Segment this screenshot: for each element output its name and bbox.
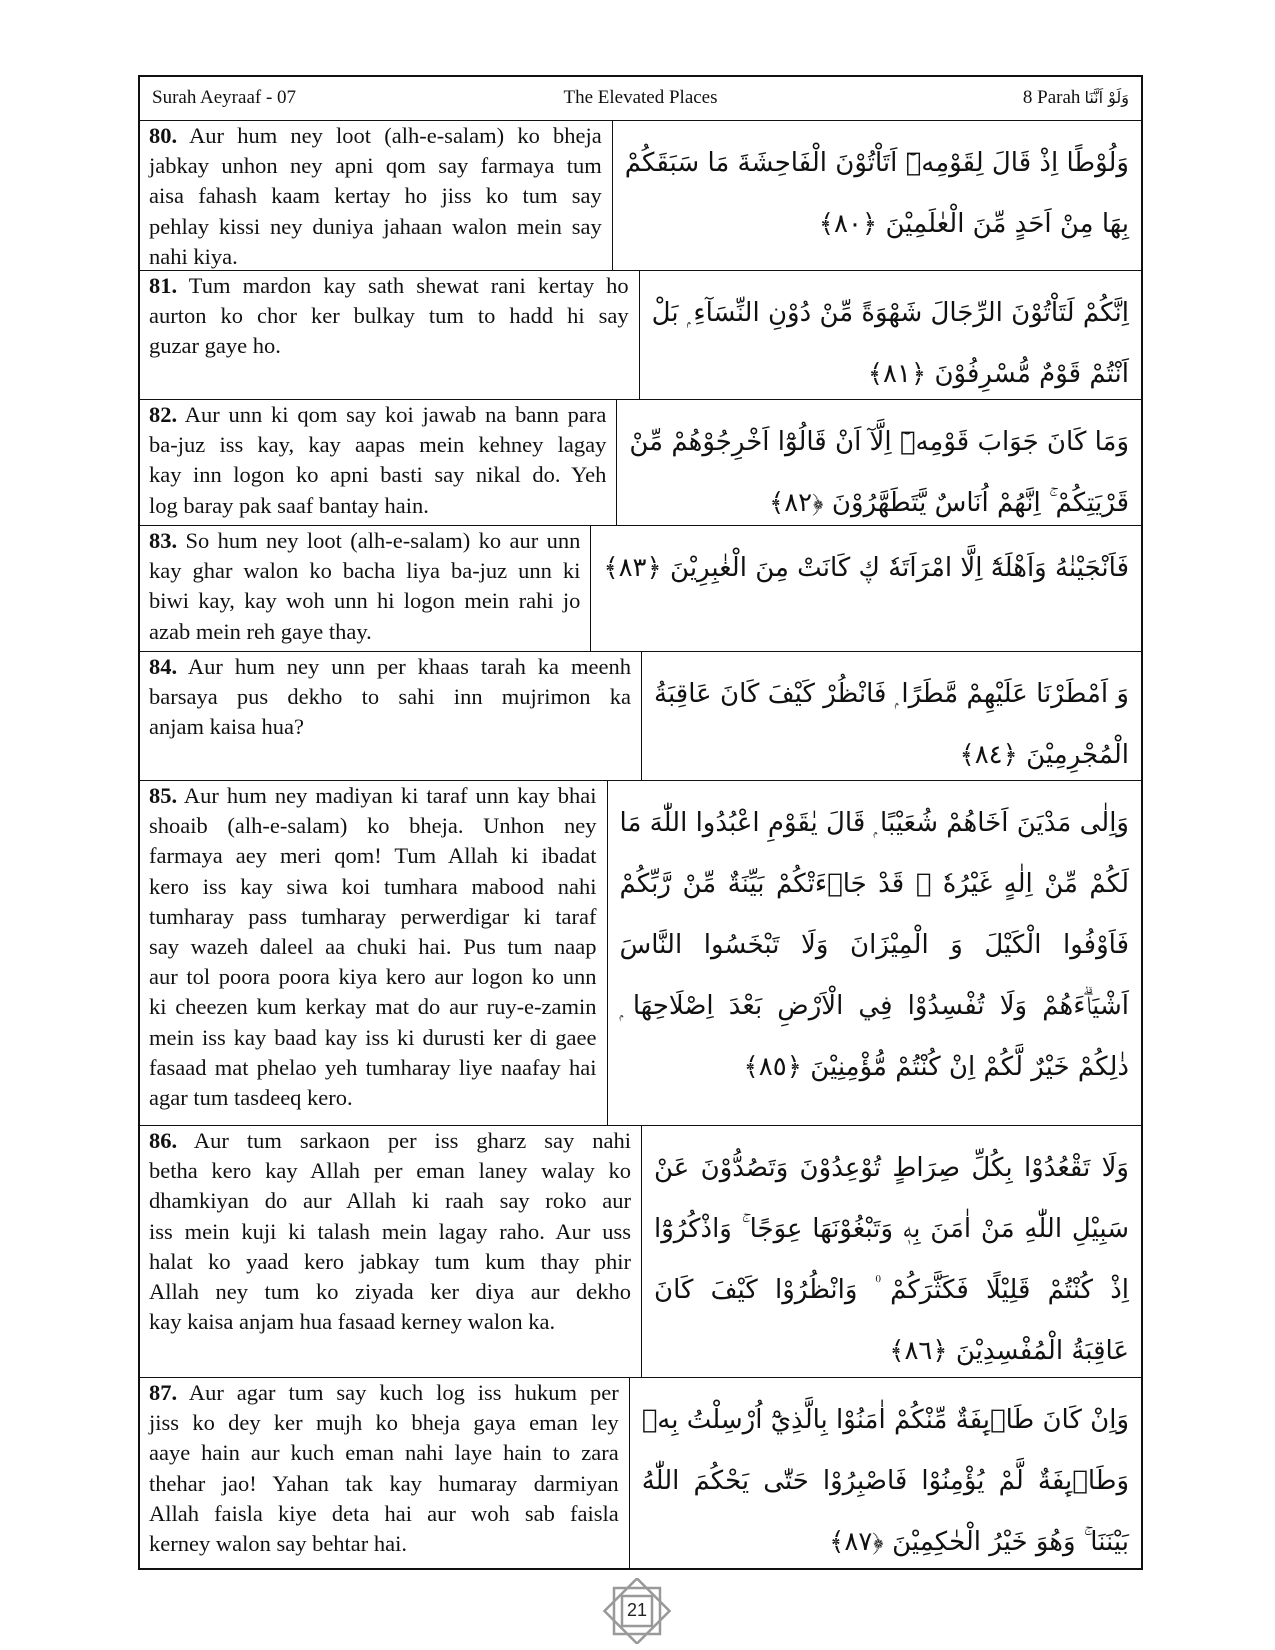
arabic-line: ذٰلِكُمْ خَيْرٌ لَّكُمْ اِنْ كُنْتُمْ مُّؤْمِنِيْنَ ﴿٨٥﴾ [743, 1052, 1129, 1082]
verse-row [140, 526, 1141, 652]
arabic-line: قَرْيَتِكُمْ ۚ اِنَّهُمْ اُنَاسٌ يَّتَطَهَّرُوْنَ ﴿٨٢﴾ [768, 488, 1129, 518]
translation-text: azab mein reh gaye thay. [149, 618, 372, 644]
translation-text: Aur unn ki qom say koi jawab na bann para [184, 402, 607, 427]
translation-text: tumharay pass tumharay perwerdigar ki taraf [149, 903, 597, 929]
translation-text: Tum mardon kay sath shewat rani kertay ho [188, 273, 629, 298]
translation-line [149, 1277, 631, 1307]
translation-line [149, 617, 580, 647]
translation-text: kay inn logon ko apni basti say nikal do. Yeh [149, 462, 607, 488]
translation-text: say wazeh daleel aa chuki hai. Pus tum naap [149, 934, 597, 960]
translation-cell [140, 1378, 630, 1568]
translation-text: aur tol poora poora kiya kero aur logon ko unn [149, 964, 597, 990]
arabic-cell [642, 1126, 1141, 1377]
translation-line [149, 331, 629, 361]
translation-text: Aur hum ney unn per khaas tarah ka meenh [187, 654, 631, 679]
translation-line [149, 652, 631, 682]
translation-text: shoaib (alh-e-salam) ko bheja. Unhon ney [149, 813, 597, 839]
translation-text: So hum ney loot (alh-e-salam) ko aur unn [185, 528, 581, 553]
translation-text: jabkay unhon ney apni qom say farmaya tum [149, 153, 602, 179]
verse-row [140, 271, 1141, 400]
translation-text: log baray pak saaf bantay hain. [149, 492, 429, 518]
translation-line [149, 526, 580, 556]
translation-line [149, 430, 606, 460]
translation-cell [140, 271, 640, 399]
arabic-cell [608, 781, 1141, 1125]
arabic-line: سَبِيْلِ اللّٰهِ مَنْ اٰمَنَ بِهٖ وَتَبْغُوْنَهَا عِوَجًا ۚ وَاذْكُرُوْٓا [654, 1214, 1129, 1244]
translation-line [149, 151, 602, 181]
arabic-cell [617, 400, 1141, 525]
surah-name: Surah Aeyraaf - 07 [152, 87, 297, 108]
page-number-badge [602, 1578, 672, 1644]
translation-line [149, 1378, 619, 1408]
arabic-cell [591, 526, 1141, 651]
parah-arabic: وَلَوْ اَنَّنَا [1084, 88, 1129, 107]
parah-number: 8 Parah [1022, 87, 1081, 108]
translation-line [149, 872, 597, 902]
surah-title: The Elevated Places [563, 87, 718, 108]
parah-label [1023, 87, 1129, 109]
translation-line [149, 1053, 597, 1083]
translation-line [149, 491, 606, 521]
translation-line [149, 932, 597, 962]
translation-cell [140, 781, 608, 1125]
translation-cell [140, 1126, 642, 1377]
verse-row [140, 1126, 1141, 1378]
verse-number: 82. [149, 402, 178, 427]
translation-line [149, 1023, 597, 1053]
verse-number: 80. [149, 123, 178, 148]
translation-text: Aur hum ney loot (alh-e-salam) ko bheja [189, 123, 602, 148]
translation-text: Aur agar tum say kuch log iss hukum per [188, 1380, 619, 1405]
translation-line [149, 1247, 631, 1277]
arabic-cell [630, 1378, 1141, 1568]
verse-number: 86. [149, 1128, 178, 1153]
arabic-line: لَكُمْ مِّنْ اِلٰهٍ غَيْرُهٗ ۭ قَدْ جَاۗءَتْكُمْ بَيِّنَةٌ مِّنْ رَّبِّكُمْ [619, 869, 1129, 899]
arabic-line: وَاِنْ كَانَ طَاۗىِٕفَةٌ مِّنْكُمْ اٰمَنُوْا بِالَّذِيْٓ اُرْسِلْتُ بِهٖ [641, 1405, 1129, 1435]
arabic-line: وَلَا تَقْعُدُوْا بِكُلِّ صِرَاطٍ تُوْعِدُوْنَ وَتَصُدُّوْنَ عَنْ [654, 1153, 1129, 1183]
arabic-line: اَشْيَاۗءَهُمْ وَلَا تُفْسِدُوْا فِي الْاَرْضِ بَعْدَ اِصْلَاحِهَا ۭ [619, 991, 1129, 1021]
arabic-line: وَمَا كَانَ جَوَابَ قَوْمِهٖٓ اِلَّآ اَنْ قَالُوْٓا اَخْرِجُوْهُمْ مِّنْ [629, 427, 1129, 457]
arabic-line: بَيْنَنَا ۚ وَهُوَ خَيْرُ الْحٰكِمِيْنَ ﴿٨٧﴾ [829, 1527, 1129, 1557]
arabic-line: الْمُجْرِمِيْنَ ﴿٨٤﴾ [959, 740, 1129, 770]
verse-row [140, 652, 1141, 781]
translation-text: farmaya aey meri qom! Tum Allah ki ibadat [149, 843, 597, 869]
translation-text: mein iss kay baad kay iss ki durusti ker di gaee [149, 1024, 597, 1050]
translation-text: biwi kay, kay woh unn hi logon mein rahi jo [149, 588, 581, 614]
verse-number: 84. [149, 654, 178, 679]
verse-number: 83. [149, 528, 178, 553]
translation-line [149, 121, 602, 151]
verse-number: 81. [149, 273, 178, 298]
translation-line [149, 460, 606, 490]
translation-text: guzar gaye ho. [149, 333, 281, 359]
translation-cell [140, 400, 617, 525]
translation-line [149, 1156, 631, 1186]
arabic-line: اِنَّكُمْ لَتَاْتُوْنَ الرِّجَالَ شَهْوَةً مِّنْ دُوْنِ النِّسَآءِ ۭ بَلْ [651, 298, 1129, 328]
verse-row [140, 400, 1141, 526]
translation-text: kero iss kay siwa koi tumhara mabood nahi [149, 873, 597, 899]
translation-line [149, 271, 629, 301]
translation-text: kay ghar walon ko bacha liya ba-juz unn ki [149, 558, 581, 584]
translation-line [149, 841, 597, 871]
arabic-line: اِذْ كُنْتُمْ قَلِيْلًا فَكَثَّرَكُمْ ۠ وَانْظُرُوْا كَيْفَ كَانَ [654, 1275, 1129, 1305]
translation-text: fasaad mat phelao yeh tumharay liye naafay hai [149, 1054, 597, 1080]
translation-text: dhamkiyan do aur Allah ki raah say roko aur [149, 1188, 631, 1214]
translation-line [149, 712, 631, 742]
translation-text: ba-juz iss kay, kay aapas mein kehney lagay [149, 432, 607, 458]
translation-line [149, 781, 597, 811]
translation-line [149, 962, 597, 992]
translation-text: Allah ney tum ko ziyada ker diya aur dekho [149, 1279, 631, 1305]
translation-text: jiss ko dey ker mujh ko bheja gaya eman ley [149, 1410, 619, 1436]
translation-line [149, 1529, 619, 1559]
translation-text: anjam kaisa hua? [149, 714, 304, 740]
translation-text: aisa fahash kaam kertay ho jiss ko tum say [149, 183, 602, 209]
translation-text: aurton ko chor ker bulkay tum to hadd hi say [149, 303, 629, 329]
arabic-line: وَ اَمْطَرْنَا عَلَيْهِمْ مَّطَرًا ۭ فَانْظُرْ كَيْفَ كَانَ عَاقِبَةُ [654, 679, 1129, 709]
translation-text: barsaya pus dekho to sahi inn mujrimon ka [149, 684, 631, 710]
translation-cell [140, 121, 613, 270]
arabic-line: وَاِلٰى مَدْيَنَ اَخَاهُمْ شُعَيْبًا ۭ قَالَ يٰقَوْمِ اعْبُدُوا اللّٰهَ مَا [619, 808, 1129, 838]
translation-text: nahi kiya. [149, 243, 238, 269]
translation-line [149, 212, 602, 242]
arabic-cell [642, 652, 1141, 780]
verse-row [140, 121, 1141, 271]
verse-row [140, 1378, 1141, 1568]
translation-line [149, 586, 580, 616]
translation-text: halat ko yaad kero jabkay tum kum thay phir [149, 1248, 631, 1274]
translation-text: Allah faisla kiye deta hai aur woh sab faisla [149, 1500, 619, 1526]
arabic-cell [640, 271, 1141, 399]
arabic-line: عَاقِبَةُ الْمُفْسِدِيْنَ ﴿٨٦﴾ [889, 1336, 1129, 1366]
arabic-line: بِهَا مِنْ اَحَدٍ مِّنَ الْعٰلَمِيْنَ ﴿٨٠﴾ [818, 209, 1129, 239]
translation-text: Aur hum ney madiyan ki taraf unn kay bhai [183, 783, 597, 808]
translation-text: kerney walon say behtar hai. [149, 1531, 408, 1557]
translation-line [149, 181, 602, 211]
translation-line [149, 301, 629, 331]
translation-line [149, 400, 606, 430]
arabic-line: وَطَاۗىِٕفَةٌ لَّمْ يُؤْمِنُوْا فَاصْبِرُوْا حَتّٰى يَحْكُمَ اللّٰهُ [641, 1466, 1129, 1496]
translation-line [149, 902, 597, 932]
translation-text: agar tum tasdeeq kero. [149, 1085, 353, 1111]
translation-line [149, 811, 597, 841]
translation-line [149, 556, 580, 586]
translation-text: betha kero kay Allah per eman laney walay ko [149, 1158, 631, 1184]
translation-text: aaye hain aur kuch eman nahi laye hain to zara [149, 1440, 619, 1466]
translation-text: thehar jao! Yahan tak kay humaray darmiyan [149, 1470, 619, 1496]
translation-line [149, 1408, 619, 1438]
arabic-line: فَاَنْجَيْنٰهُ وَاَهْلَهٗٓ اِلَّا امْرَاَتَهٗ ڮ كَانَتْ مِنَ الْغٰبِرِيْنَ ﴿٨٣﴾ [603, 553, 1129, 583]
verse-table [138, 75, 1143, 1570]
translation-cell [140, 652, 642, 780]
verse-number: 87. [149, 1380, 178, 1405]
translation-line [149, 1217, 631, 1247]
translation-line [149, 1126, 631, 1156]
translation-line [149, 242, 602, 272]
translation-text: iss mein kuji ki talash mein lagay raho. Aur uss [149, 1218, 631, 1244]
translation-text: pehlay kissi ney duniya jahaan walon mein say [149, 213, 602, 239]
translation-line [149, 1186, 631, 1216]
translation-line [149, 992, 597, 1022]
page-number: 21 [626, 1600, 648, 1620]
verse-number: 85. [149, 783, 178, 808]
translation-line [149, 1499, 619, 1529]
arabic-line: فَاَوْفُوا الْكَيْلَ وَ الْمِيْزَانَ وَلَا تَبْخَسُوا النَّاسَ [619, 930, 1129, 960]
page-header [140, 77, 1141, 121]
translation-line [149, 1083, 597, 1113]
verse-row [140, 781, 1141, 1126]
translation-line [149, 1307, 631, 1337]
translation-text: Aur tum sarkaon per iss gharz say nahi [193, 1128, 632, 1153]
translation-text: ki cheezen kum kerkay mat do aur ruy-e-zamin [149, 994, 597, 1020]
translation-line [149, 1469, 619, 1499]
translation-cell [140, 526, 591, 651]
translation-line [149, 682, 631, 712]
translation-text: kay kaisa anjam hua fasaad kerney walon ka. [149, 1309, 556, 1335]
arabic-line: وَلُوْطًا اِذْ قَالَ لِقَوْمِهٖٓ اَتَاْتُوْنَ الْفَاحِشَةَ مَا سَبَقَكُمْ [624, 148, 1129, 178]
arabic-cell [613, 121, 1141, 270]
translation-line [149, 1438, 619, 1468]
arabic-line: اَنْتُمْ قَوْمٌ مُّسْرِفُوْنَ ﴿٨١﴾ [867, 359, 1129, 389]
